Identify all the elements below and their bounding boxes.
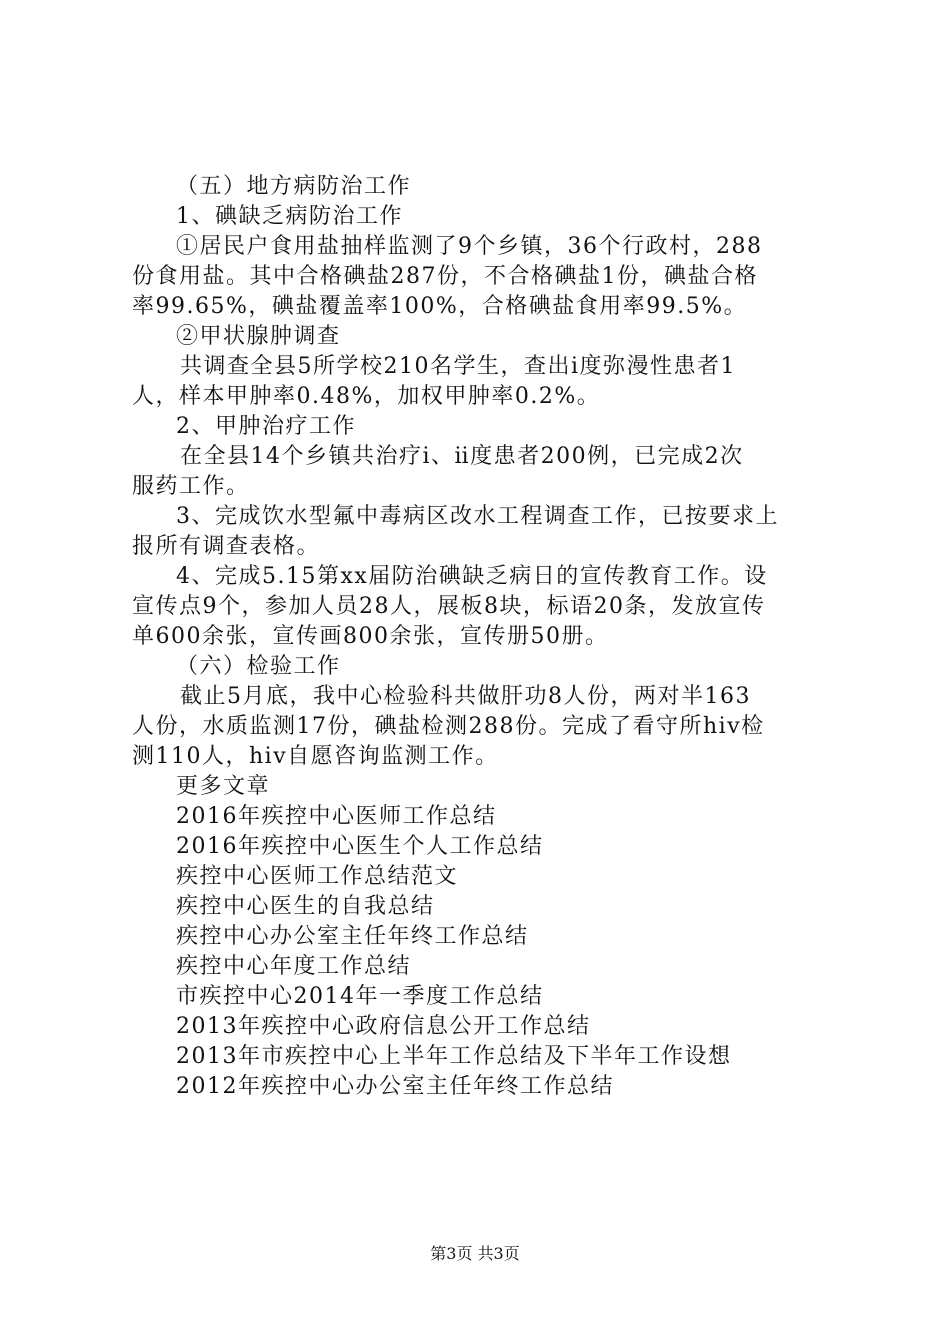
paragraph-line: 报所有调查表格。 xyxy=(132,534,321,559)
paragraph-line: 测110人，hiv自愿咨询监测工作。 xyxy=(132,744,499,769)
related-article-link[interactable]: 疾控中心医师工作总结范文 xyxy=(176,864,459,889)
related-article-link[interactable]: 2016年疾控中心医师工作总结 xyxy=(176,804,497,829)
paragraph-line: 份食用盐。其中合格碘盐287份，不合格碘盐1份，碘盐合格 xyxy=(132,264,758,289)
related-article-link[interactable]: 2012年疾控中心办公室主任年终工作总结 xyxy=(176,1074,614,1099)
paragraph-line: 服药工作。 xyxy=(132,474,250,499)
paragraph-line: 人，样本甲肿率0.48%，加权甲肿率0.2%。 xyxy=(132,384,601,409)
paragraph-line: 截止5月底，我中心检验科共做肝功8人份，两对半163 xyxy=(180,684,751,709)
paragraph-line: 共调查全县5所学校210名学生，查出ⅰ度弥漫性患者1 xyxy=(180,354,737,379)
related-article-link[interactable]: 2013年疾控中心政府信息公开工作总结 xyxy=(176,1014,591,1039)
subsection-heading-thyroid: ②甲状腺肿调查 xyxy=(176,324,341,349)
related-article-link[interactable]: 市疾控中心2014年一季度工作总结 xyxy=(176,984,544,1009)
subsection-heading-treatment: 2、甲肿治疗工作 xyxy=(176,414,356,439)
paragraph-line: 在全县14个乡镇共治疗ⅰ、ⅱ度患者200例，已完成2次 xyxy=(180,444,744,469)
paragraph-line: 率99.65%，碘盐覆盖率100%，合格碘盐食用率99.5%。 xyxy=(132,294,748,319)
subsection-heading-iodine: 1、碘缺乏病防治工作 xyxy=(176,204,403,229)
paragraph-line: 人份，水质监测17份，碘盐检测288份。完成了看守所hiv检 xyxy=(132,714,765,739)
paragraph-line: ①居民户食用盐抽样监测了9个乡镇，36个行政村，288 xyxy=(176,234,763,259)
related-article-link[interactable]: 2013年市疾控中心上半年工作总结及下半年工作设想 xyxy=(176,1044,732,1069)
related-article-link[interactable]: 疾控中心年度工作总结 xyxy=(176,954,412,979)
page-number-footer: 第3页 共3页 xyxy=(430,1244,520,1263)
related-article-link[interactable]: 疾控中心医生的自我总结 xyxy=(176,894,435,919)
paragraph-line: 4、完成5.15第xx届防治碘缺乏病日的宣传教育工作。设 xyxy=(176,564,768,589)
paragraph-line: 3、完成饮水型氟中毒病区改水工程调查工作，已按要求上 xyxy=(176,504,779,529)
section-heading-6: （六）检验工作 xyxy=(176,654,341,679)
related-article-link[interactable]: 2016年疾控中心医生个人工作总结 xyxy=(176,834,544,859)
document-body xyxy=(132,172,832,1102)
related-article-link[interactable]: 疾控中心办公室主任年终工作总结 xyxy=(176,924,529,949)
more-articles-heading: 更多文章 xyxy=(176,774,271,799)
paragraph-line: 单600余张，宣传画800余张，宣传册50册。 xyxy=(132,624,609,649)
paragraph-line: 宣传点9个，参加人员28人，展板8块，标语20条，发放宣传 xyxy=(132,594,766,619)
section-heading-5: （五）地方病防治工作 xyxy=(176,174,412,199)
